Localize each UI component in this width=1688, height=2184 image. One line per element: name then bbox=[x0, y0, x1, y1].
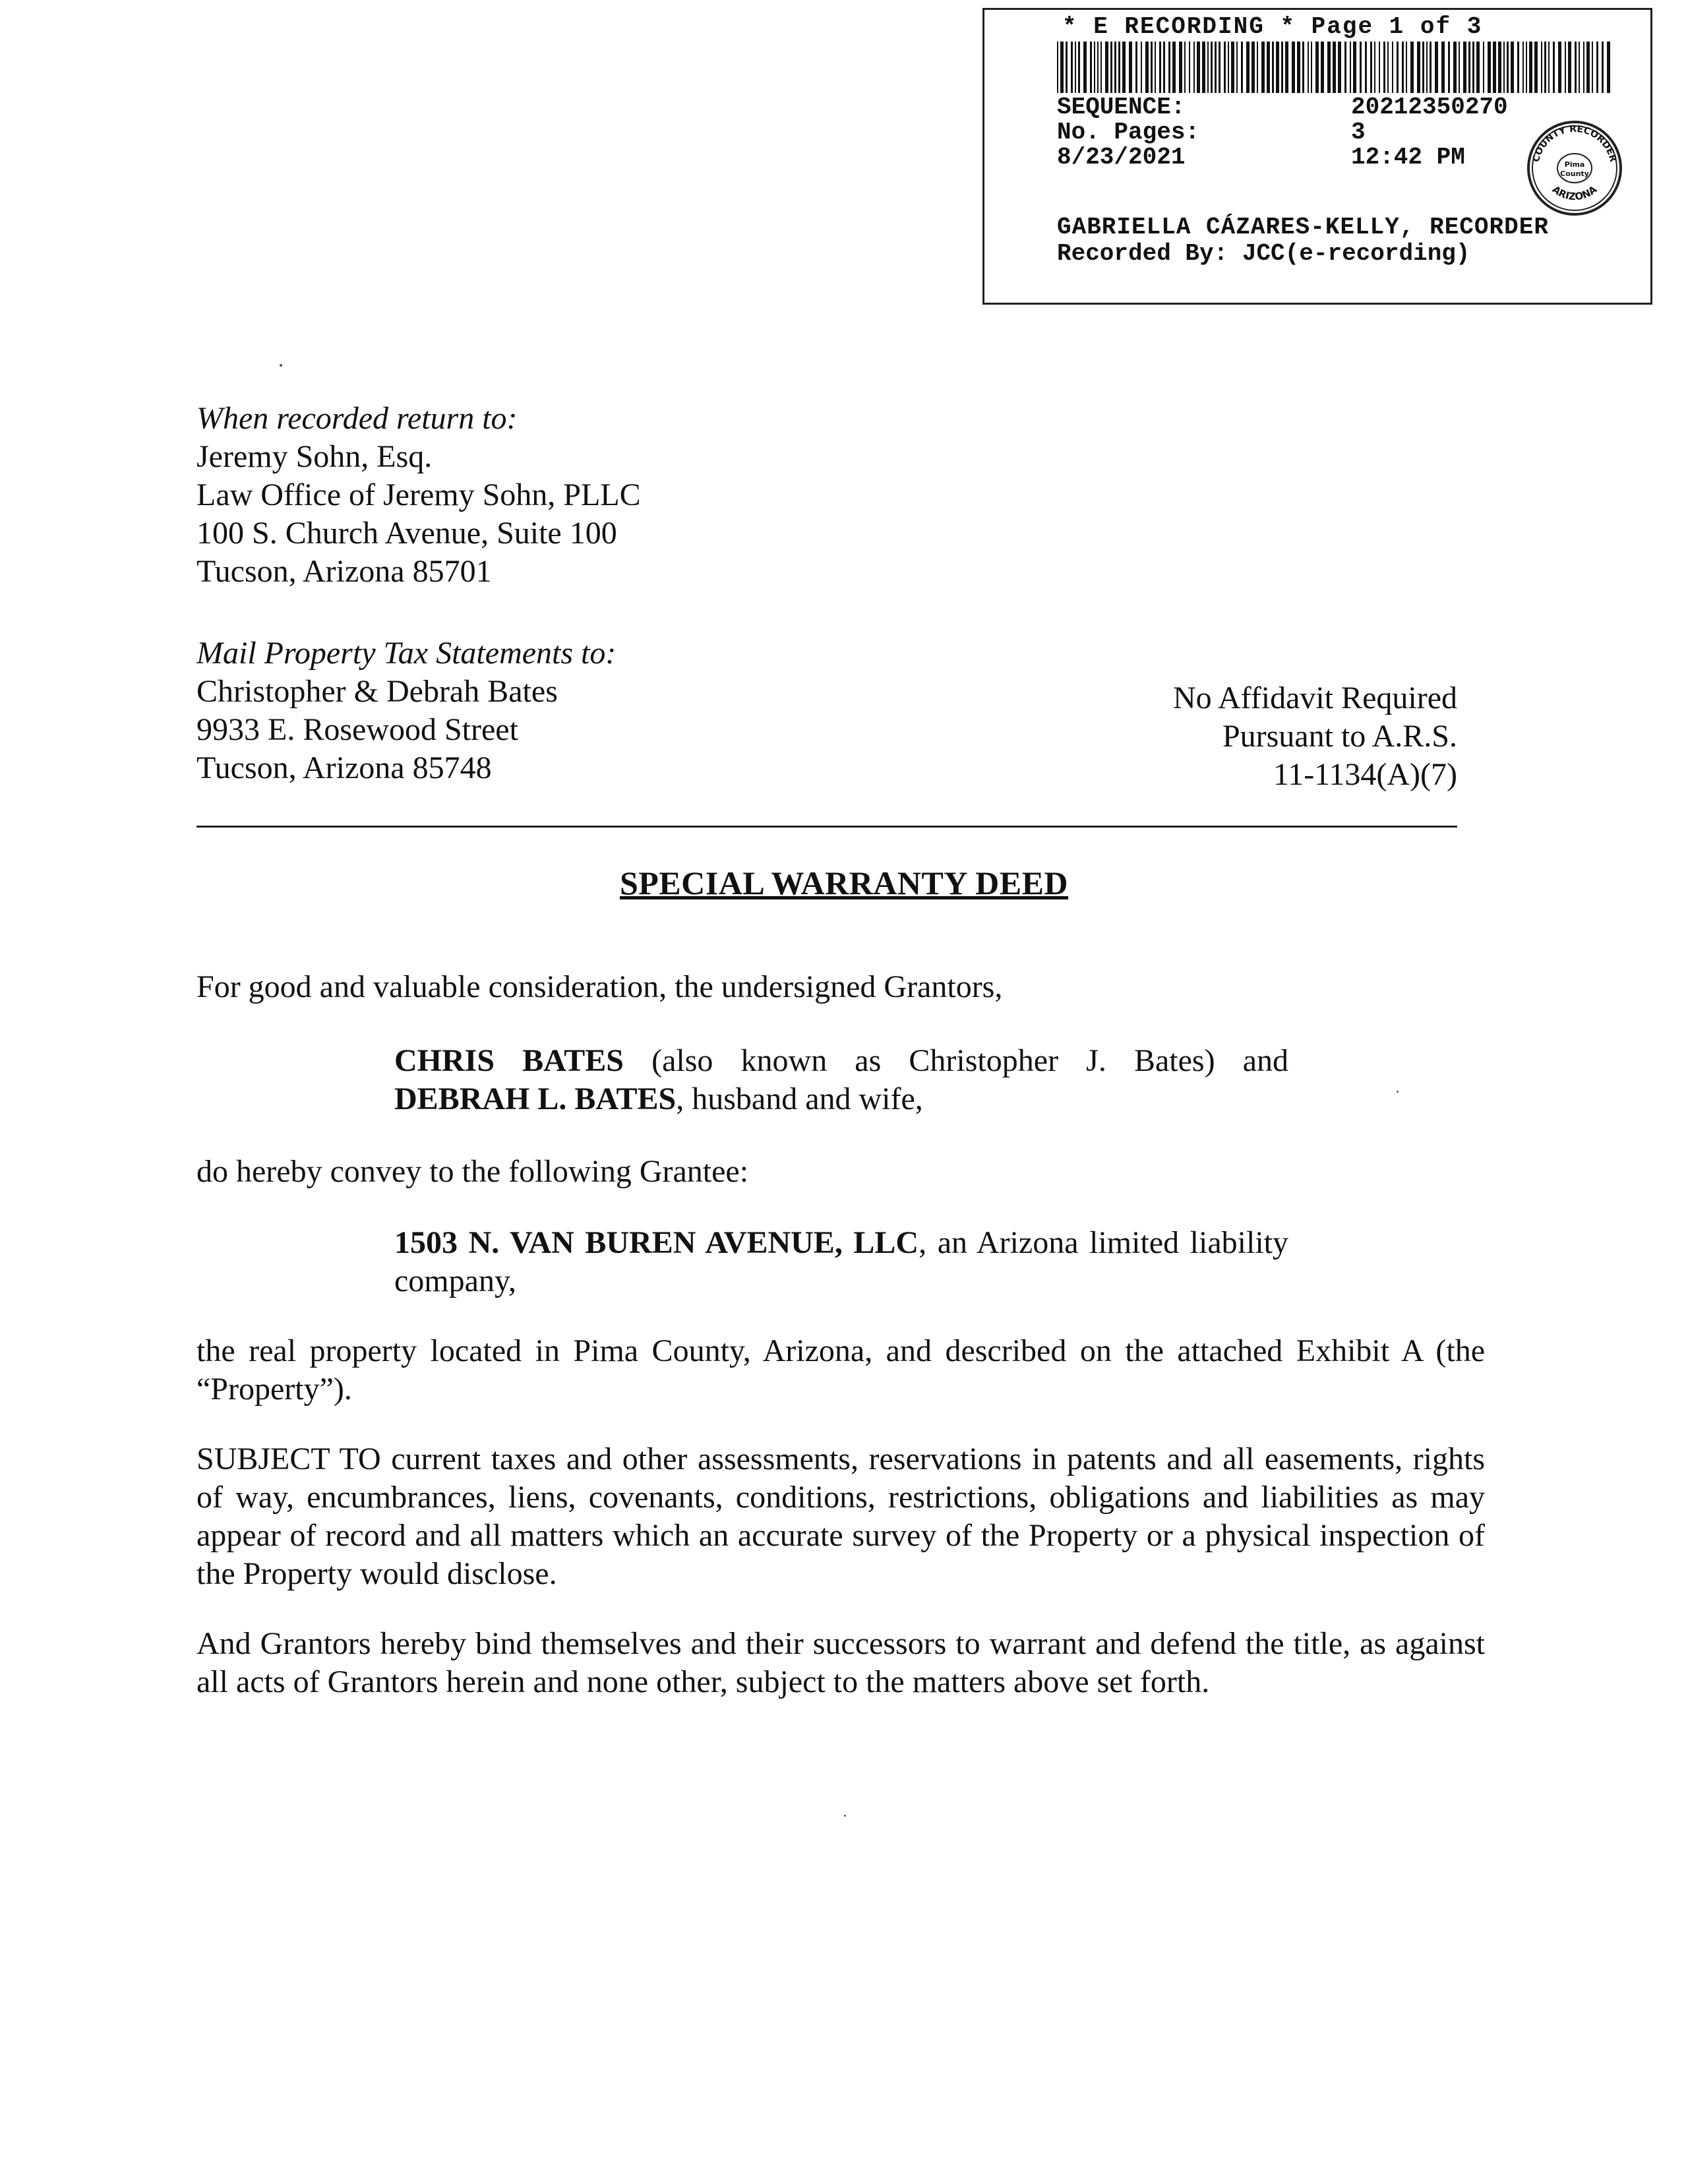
barcode-bar bbox=[1145, 42, 1149, 93]
return-to-heading: When recorded return to: bbox=[196, 401, 518, 436]
stray-mark bbox=[1397, 1091, 1399, 1093]
barcode-bar bbox=[1311, 42, 1312, 93]
barcode-bar bbox=[1297, 42, 1300, 93]
barcode-bar bbox=[1558, 42, 1561, 93]
barcode-bar bbox=[1211, 42, 1213, 93]
grantor1-aka: (also known as Christopher J. Bates) and bbox=[624, 1043, 1288, 1078]
barcode-bar bbox=[1224, 42, 1226, 93]
barcode-bar bbox=[1261, 42, 1265, 93]
grantee-desc: , an Arizona limited liability company, bbox=[394, 1225, 1289, 1298]
stamp-date: 8/23/2021 bbox=[1057, 144, 1186, 171]
barcode-bar bbox=[1529, 42, 1532, 93]
barcode-bar bbox=[1202, 42, 1205, 93]
barcode-bar bbox=[1435, 42, 1438, 93]
barcode-bar bbox=[1155, 42, 1156, 93]
stamp-header: * E RECORDING * Page 1 of 3 bbox=[1062, 13, 1483, 40]
barcode-bar bbox=[1453, 42, 1457, 93]
stamp-pages-value: 3 bbox=[1351, 119, 1366, 146]
stamp-sequence-value: 20212350270 bbox=[1351, 94, 1508, 121]
barcode-bar bbox=[1141, 42, 1142, 93]
barcode-bar bbox=[1568, 42, 1571, 93]
barcode-bar bbox=[1197, 42, 1200, 93]
barcode-bar bbox=[1374, 42, 1375, 93]
barcode-bar bbox=[1228, 42, 1229, 93]
barcode-bar bbox=[1219, 42, 1221, 93]
barcode-bar bbox=[1163, 42, 1165, 93]
property-paragraph bbox=[196, 1332, 1485, 1409]
grantors-paragraph bbox=[394, 1042, 1288, 1118]
barcode-bar bbox=[1402, 42, 1404, 93]
barcode-bar bbox=[1184, 42, 1186, 93]
barcode-bar bbox=[1257, 42, 1258, 93]
grantee-paragraph bbox=[394, 1224, 1288, 1300]
stamp-recorder: GABRIELLA CÁZARES-KELLY, RECORDER bbox=[1057, 214, 1549, 241]
barcode-bar bbox=[1472, 42, 1474, 93]
grantor2-desc: , husband and wife, bbox=[676, 1081, 923, 1116]
barcode-bar bbox=[1422, 42, 1424, 93]
stamp-recorded-by: Recorded By: JCC(e-recording) bbox=[1057, 240, 1470, 267]
barcode-bar bbox=[1276, 42, 1279, 93]
seal-bottom-text: ARIZONA bbox=[1550, 183, 1600, 203]
barcode-bar bbox=[1292, 42, 1295, 93]
barcode-bar bbox=[1353, 42, 1356, 93]
barcode-bar bbox=[1159, 42, 1161, 93]
barcode-bar bbox=[1575, 42, 1577, 93]
barcode-bar bbox=[1579, 42, 1580, 93]
barcode-bar bbox=[1476, 42, 1480, 93]
barcode-bar bbox=[1592, 42, 1593, 93]
barcode-bar bbox=[1553, 42, 1555, 93]
barcode-bar bbox=[1370, 42, 1372, 93]
stamp-time: 12:42 PM bbox=[1351, 144, 1465, 171]
affidavit-line: No Affidavit Required bbox=[1172, 681, 1457, 715]
barcode-bar bbox=[1522, 42, 1524, 93]
convey-paragraph bbox=[196, 1153, 1485, 1191]
barcode-bar bbox=[1215, 42, 1217, 93]
barcode-bar bbox=[1338, 42, 1341, 93]
tax-to-line: Christopher & Debrah Bates bbox=[196, 674, 558, 709]
barcode-bar bbox=[1498, 42, 1501, 93]
horizontal-rule bbox=[196, 826, 1457, 828]
barcode-bar bbox=[1602, 42, 1604, 93]
barcode-bar bbox=[1078, 42, 1080, 93]
barcode-bar bbox=[1541, 42, 1542, 93]
grantee-name: 1503 N. VAN BUREN AVENUE, LLC bbox=[394, 1225, 919, 1260]
barcode-bar bbox=[1392, 42, 1393, 93]
barcode-bar bbox=[1189, 42, 1190, 93]
barcode-bar bbox=[1493, 42, 1496, 93]
barcode-bar bbox=[1365, 42, 1367, 93]
barcode-bar bbox=[1236, 42, 1238, 93]
barcode-bar bbox=[1267, 42, 1270, 93]
barcode-bar bbox=[1383, 42, 1385, 93]
barcode-bar bbox=[1534, 42, 1538, 93]
return-to-line: Jeremy Sohn, Esq. bbox=[196, 439, 433, 474]
stray-mark bbox=[844, 1815, 846, 1817]
barcode-bar bbox=[1544, 42, 1546, 93]
return-to-line: 100 S. Church Avenue, Suite 100 bbox=[196, 516, 617, 551]
svg-text:COUNTY RECORDER bbox=[1531, 124, 1618, 164]
barcode-bar bbox=[1302, 42, 1304, 93]
barcode-bar bbox=[1548, 42, 1550, 93]
barcode-bar bbox=[1083, 42, 1087, 93]
property-text: the real property located in Pima County, Arizona, and described on the attached Exhibit A (the “Property”). bbox=[196, 1333, 1485, 1407]
seal-center-text-1: Pima bbox=[1564, 160, 1585, 169]
barcode-bar bbox=[1060, 42, 1064, 93]
barcode-bar bbox=[1272, 42, 1274, 93]
recording-stamp bbox=[982, 8, 1652, 305]
tax-to-line: Tucson, Arizona 85748 bbox=[196, 750, 492, 785]
intro-text: For good and valuable consideration, the undersigned Grantors, bbox=[196, 969, 1003, 1004]
barcode-bar bbox=[1315, 42, 1319, 93]
barcode-bar bbox=[1172, 42, 1176, 93]
barcode-bar bbox=[1430, 42, 1432, 93]
intro-paragraph bbox=[196, 968, 1485, 1006]
barcode-bar bbox=[1463, 42, 1466, 93]
barcode-bar bbox=[1090, 42, 1092, 93]
barcode-bar bbox=[1094, 42, 1095, 93]
barcode-bar bbox=[1207, 42, 1209, 93]
barcode-bar bbox=[1350, 42, 1351, 93]
convey-text: do hereby convey to the following Grantee: bbox=[196, 1154, 749, 1189]
barcode-bar bbox=[1151, 42, 1153, 93]
warranty-paragraph bbox=[196, 1625, 1485, 1701]
stray-mark bbox=[280, 364, 282, 367]
barcode-bar bbox=[1105, 42, 1108, 93]
barcode-bar bbox=[1110, 42, 1112, 93]
barcode-bar bbox=[1246, 42, 1250, 93]
barcode-bar bbox=[1122, 42, 1126, 93]
barcode-bar bbox=[1507, 42, 1509, 93]
barcode-bar bbox=[1426, 42, 1428, 93]
barcode-bar bbox=[1344, 42, 1346, 93]
grantor1-name: CHRIS BATES bbox=[394, 1043, 624, 1078]
warranty-text: And Grantors hereby bind themselves and their successors to warrant and defend the title, as against all acts of Grantors herein and none other, subject to the matters above set forth. bbox=[196, 1626, 1485, 1699]
svg-text:ARIZONA bbox=[1550, 183, 1600, 202]
barcode-bar bbox=[1285, 42, 1288, 93]
barcode-bar bbox=[1459, 42, 1460, 93]
barcode-bar bbox=[1586, 42, 1590, 93]
barcode-bar bbox=[1406, 42, 1407, 93]
barcode-bar bbox=[1387, 42, 1389, 93]
barcode-bar bbox=[1100, 42, 1102, 93]
subject-to-text: SUBJECT TO current taxes and other assessments, reservations in patents and all easements, rights of way, encumbrances, liens, covenants, conditions, restrictions, obligations and liabilities as may appear of record and all matters which an accurate survey of the Property or a physical inspection of the Property would disclose. bbox=[196, 1441, 1485, 1591]
barcode-bar bbox=[1231, 42, 1234, 93]
barcode-bar bbox=[1129, 42, 1132, 93]
barcode-bar bbox=[1114, 42, 1116, 93]
county-recorder-seal bbox=[1525, 119, 1624, 218]
barcode-bar bbox=[1327, 42, 1331, 93]
barcode-bar bbox=[1135, 42, 1137, 93]
document-title: SPECIAL WARRANTY DEED bbox=[619, 864, 1069, 901]
barcode-bar bbox=[1057, 42, 1058, 93]
barcode-bar bbox=[1281, 42, 1283, 93]
barcode-bar bbox=[1066, 42, 1068, 93]
barcode-bar bbox=[1168, 42, 1170, 93]
barcode-bar bbox=[1583, 42, 1584, 93]
stamp-sequence-label: SEQUENCE: bbox=[1057, 94, 1186, 121]
barcode-bar bbox=[1321, 42, 1324, 93]
barcode-bar bbox=[1410, 42, 1414, 93]
return-to-line: Law Office of Jeremy Sohn, PLLC bbox=[196, 477, 641, 512]
barcode-bar bbox=[1071, 42, 1073, 93]
barcode bbox=[1057, 42, 1611, 93]
barcode-bar bbox=[1488, 42, 1491, 93]
return-to-line: Tucson, Arizona 85701 bbox=[196, 554, 492, 589]
return-to-block bbox=[196, 400, 641, 591]
barcode-bar bbox=[1193, 42, 1195, 93]
barcode-bar bbox=[1468, 42, 1470, 93]
subject-to-paragraph bbox=[196, 1440, 1485, 1593]
tax-to-heading: Mail Property Tax Statements to: bbox=[196, 636, 617, 671]
stamp-pages-label: No. Pages: bbox=[1057, 119, 1200, 146]
barcode-bar bbox=[1097, 42, 1099, 93]
barcode-bar bbox=[1483, 42, 1484, 93]
barcode-bar bbox=[1308, 42, 1309, 93]
barcode-bar bbox=[1360, 42, 1362, 93]
affidavit-line: 11-1134(A)(7) bbox=[1273, 757, 1457, 792]
barcode-bar bbox=[1251, 42, 1255, 93]
tax-statements-block bbox=[196, 634, 616, 787]
seal-center-text-2: County bbox=[1560, 169, 1589, 178]
barcode-bar bbox=[1511, 42, 1514, 93]
barcode-bar bbox=[1441, 42, 1445, 93]
seal-top-text: COUNTY RECORDER bbox=[1530, 123, 1619, 164]
barcode-bar bbox=[1397, 42, 1399, 93]
barcode-bar bbox=[1241, 42, 1243, 93]
barcode-bar bbox=[1333, 42, 1336, 93]
barcode-bar bbox=[1517, 42, 1519, 93]
barcode-bar bbox=[1075, 42, 1076, 93]
barcode-bar bbox=[1179, 42, 1182, 93]
affidavit-line: Pursuant to A.R.S. bbox=[1222, 719, 1457, 754]
barcode-bar bbox=[1448, 42, 1450, 93]
barcode-bar bbox=[1118, 42, 1120, 93]
barcode-bar bbox=[1596, 42, 1598, 93]
barcode-bar bbox=[1607, 42, 1610, 93]
barcode-bar bbox=[1503, 42, 1505, 93]
grantor2-name: DEBRAH L. BATES bbox=[394, 1081, 677, 1116]
barcode-bar bbox=[1565, 42, 1566, 93]
tax-to-line: 9933 E. Rosewood Street bbox=[196, 712, 518, 747]
affidavit-block bbox=[1055, 679, 1457, 794]
barcode-bar bbox=[1526, 42, 1527, 93]
barcode-bar bbox=[1379, 42, 1380, 93]
barcode-bar bbox=[1417, 42, 1420, 93]
